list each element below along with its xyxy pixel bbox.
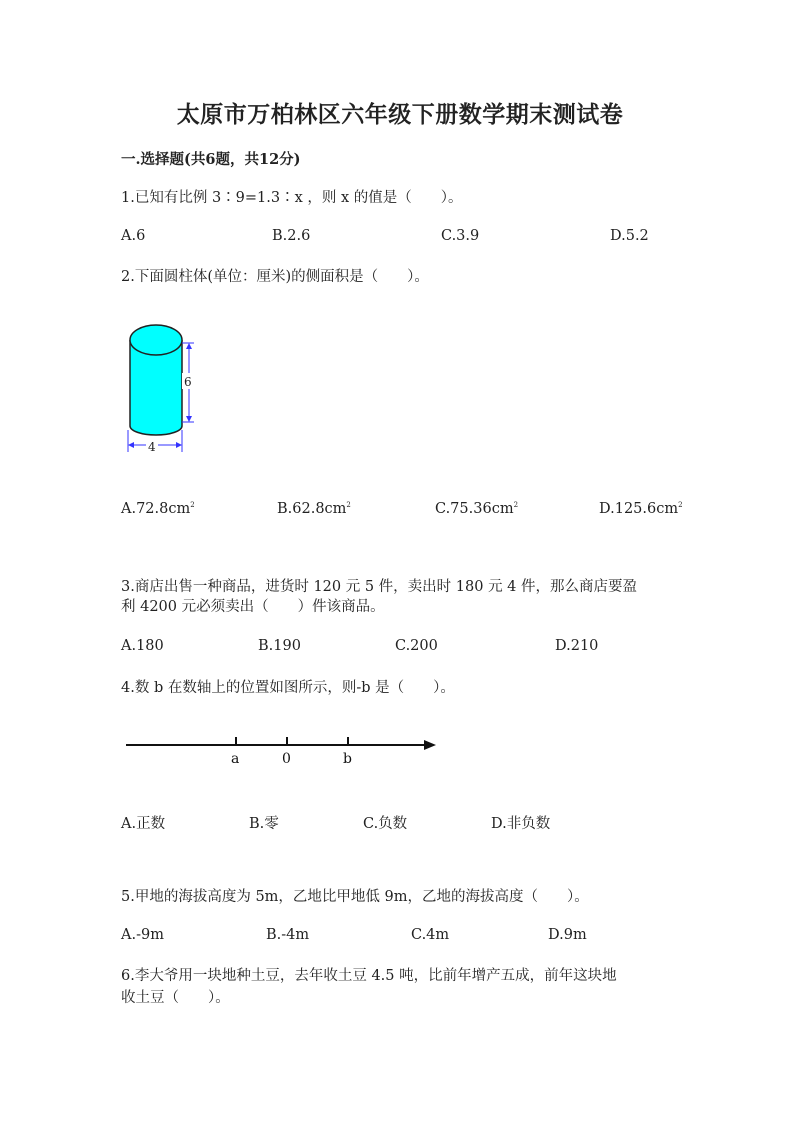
q5-option-a: A.-9m	[121, 927, 164, 943]
number-line-figure	[120, 730, 450, 770]
tick-label-0: 0	[282, 751, 291, 767]
q1-option-a: A.6	[121, 228, 146, 244]
question-3-stem-line2: 利 4200 元必须卖出（ ）件该商品。	[121, 599, 385, 615]
number-line-arrow	[424, 740, 436, 750]
height-label: 6	[184, 375, 192, 389]
q3-option-c: C.200	[395, 638, 438, 654]
cylinder-top	[130, 325, 182, 355]
q4-option-c: C.负数	[363, 816, 408, 832]
q1-option-b: B.2.6	[272, 228, 311, 244]
q5-option-d: D.9m	[548, 927, 587, 943]
question-3-stem-line1: 3.商店出售一种商品，进货时 120 元 5 件，卖出时 180 元 4 件，那么商店要盈	[121, 579, 638, 595]
q2-option-d: $D.125.6cm^2$	[599, 501, 683, 517]
q4-option-b: B.零	[249, 816, 279, 832]
q2-option-c: $C.75.36cm^2$	[435, 501, 519, 517]
q4-option-d: D.非负数	[491, 816, 551, 832]
section-heading: 一.选择题(共6题，共12分)	[121, 151, 301, 168]
question-6-stem-line1: 6.李大爷用一块地种土豆，去年收土豆 4.5 吨，比前年增产五成，前年这块地	[121, 968, 617, 984]
q1-option-d: D.5.2	[610, 228, 649, 244]
q2-option-b: $B.62.8cm^2$	[277, 501, 351, 517]
tick-label-a: a	[231, 751, 240, 767]
q2-option-a: $A.72.8cm^2$	[121, 501, 195, 517]
question-4-stem: 4.数 b 在数轴上的位置如图所示，则-b 是（ ）。	[121, 680, 455, 696]
q3-option-a: A.180	[121, 638, 164, 654]
question-2-stem: 2.下面圆柱体(单位：厘米)的侧面积是（ ）。	[121, 269, 429, 285]
q3-option-b: B.190	[258, 638, 301, 654]
q4-option-a: A.正数	[121, 816, 166, 832]
cylinder-figure	[120, 318, 210, 458]
diameter-label: 4	[148, 440, 156, 454]
tick-label-b: b	[343, 751, 352, 767]
question-1-stem: 1.已知有比例 3∶9=1.3∶x ，则 x 的值是（ ）。	[121, 190, 463, 206]
page-title: 太原市万柏林区六年级下册数学期末测试卷	[176, 101, 624, 128]
q3-option-d: D.210	[555, 638, 599, 654]
q5-option-c: C.4m	[411, 927, 450, 943]
question-5-stem: 5.甲地的海拔高度为 5m，乙地比甲地低 9m，乙地的海拔高度（ ）。	[121, 889, 589, 905]
q5-option-b: B.-4m	[266, 927, 310, 943]
q1-option-c: C.3.9	[441, 228, 480, 244]
question-6-stem-line2: 收土豆（ ）。	[121, 990, 230, 1006]
